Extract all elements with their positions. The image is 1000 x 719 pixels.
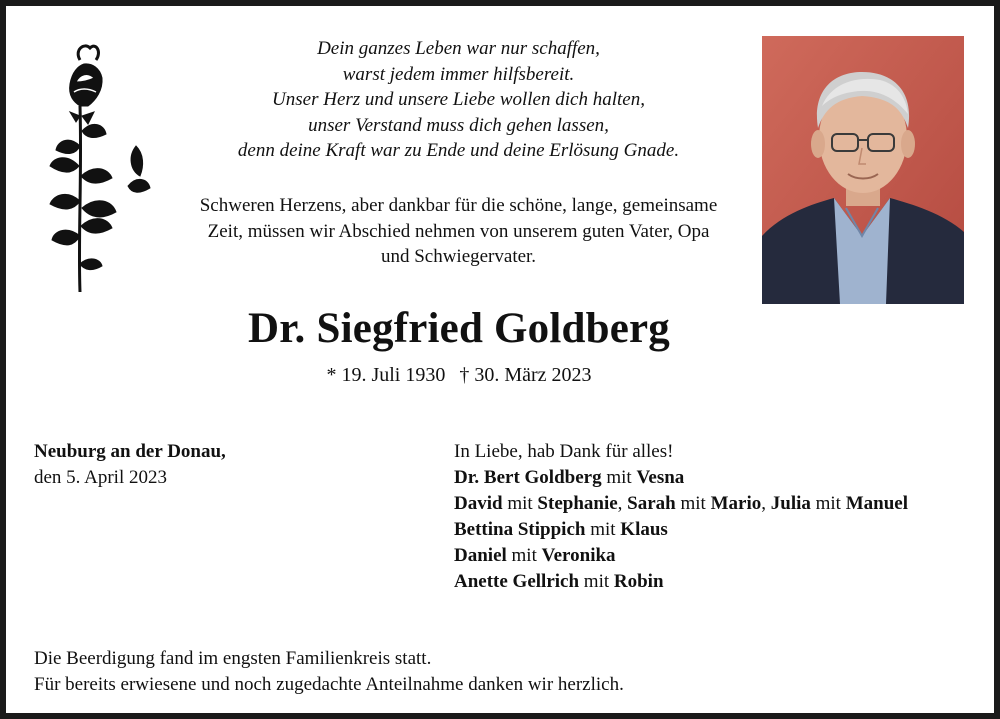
poem-line: denn deine Kraft war zu Ende und deine Erlösung Gnade. xyxy=(237,140,680,161)
mourner-name: Julia xyxy=(770,493,811,514)
portrait-photo xyxy=(762,36,964,304)
separator: , xyxy=(761,493,766,514)
rose-icon xyxy=(40,36,152,294)
greeting: In Liebe, hab Dank für alles! xyxy=(454,441,674,462)
mourner-name: Klaus xyxy=(620,519,668,540)
mourner-name: Stephanie xyxy=(537,493,618,514)
birth-date: * 19. Juli 1930 xyxy=(326,364,446,386)
thanks-note: Für bereits erwiesene und noch zugedachte Anteilnahme danken wir herzlich. xyxy=(34,674,624,695)
mourner-line xyxy=(454,543,908,569)
connector: mit xyxy=(680,493,706,514)
mourner-line xyxy=(454,517,908,543)
mourner-name: Robin xyxy=(613,571,664,592)
connector: mit xyxy=(583,571,610,592)
death-date: † 30. März 2023 xyxy=(459,364,592,386)
poem-line: unser Verstand muss dich gehen lassen, xyxy=(308,114,609,136)
funeral-note: Die Beerdigung fand im engsten Familienkreis statt. xyxy=(34,648,432,669)
place-and-date xyxy=(34,439,226,491)
mourner-line xyxy=(454,569,908,595)
farewell-line: Schweren Herzens, aber dankbar für die schöne, lange, gemeinsame xyxy=(199,195,718,216)
mourner-name: Veronika xyxy=(541,545,616,566)
connector: mit xyxy=(507,493,533,514)
footer-note xyxy=(34,646,624,698)
mourner-name: Manuel xyxy=(845,493,908,514)
farewell-line: und Schwiegervater. xyxy=(380,246,537,267)
deceased-name: Dr. Siegfried Goldberg xyxy=(247,305,671,352)
mourner-name: Bettina Stippich xyxy=(454,519,586,540)
separator: , xyxy=(617,493,623,514)
mourner-name: Dr. Bert Goldberg xyxy=(454,467,602,488)
place-name: Neuburg an der Donau, xyxy=(34,441,226,462)
mourner-name: Sarah xyxy=(627,493,676,514)
poem-line: Dein ganzes Leben war nur schaffen, xyxy=(317,38,600,59)
farewell-text xyxy=(156,193,761,270)
memorial-poem xyxy=(156,36,761,164)
connector: mit xyxy=(606,467,632,488)
mourner-name: David xyxy=(454,493,503,514)
mourner-line xyxy=(454,491,908,517)
mourners-list xyxy=(454,439,908,595)
mourner-name: Mario xyxy=(710,493,762,514)
mourner-name: Anette Gellrich xyxy=(454,571,580,592)
farewell-line: Zeit, müssen wir Abschied nehmen von unserem guten Vater, Opa xyxy=(207,220,710,242)
life-dates xyxy=(6,362,912,388)
notice-date: den 5. April 2023 xyxy=(34,467,167,488)
connector: mit xyxy=(815,493,841,514)
connector: mit xyxy=(590,519,616,540)
mourner-name: Vesna xyxy=(636,467,685,488)
poem-line: Unser Herz und unsere Liebe wollen dich halten, xyxy=(272,89,645,110)
mourner-line xyxy=(454,465,908,491)
mourner-name: Daniel xyxy=(454,545,507,566)
poem-line: warst jedem immer hilfsbereit. xyxy=(342,63,575,85)
connector: mit xyxy=(511,545,537,566)
